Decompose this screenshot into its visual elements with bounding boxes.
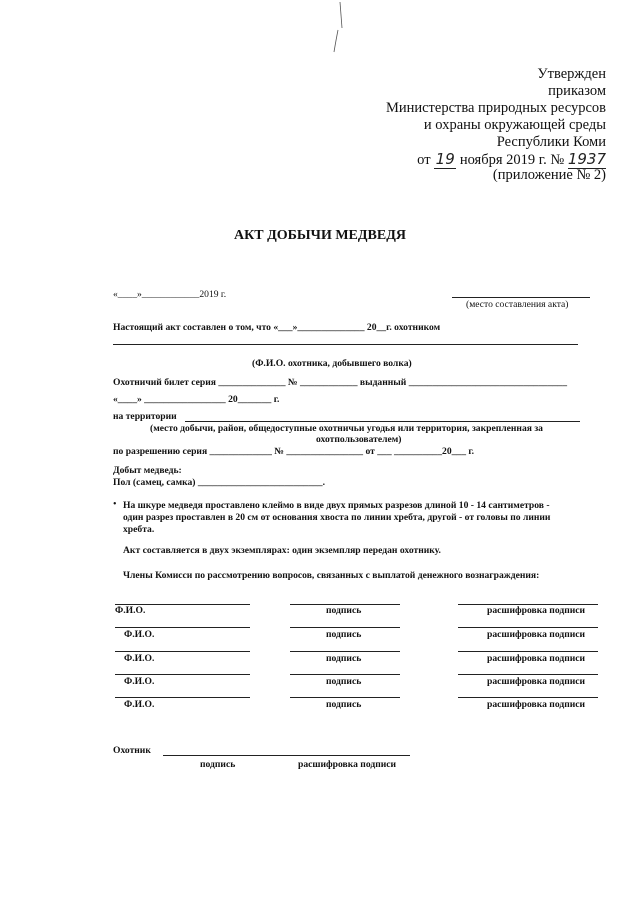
sign-line-3 [290,651,400,652]
approval-line-5: Республики Коми [496,134,606,150]
territory-caption-1: (место добычи, район, общедоступные охотничьи угодья или территория, закрепленная за [150,423,543,434]
fio-line-5 [115,697,250,698]
intro-line: Настоящий акт составлен о том, что «___»______________ 20__г. охотником [113,322,441,333]
territory-label: на территории [113,411,177,422]
stamp-paragraph-line-2: один разрез проставлен в 20 см от основания хвоста по линии хребта, другой - от головы по линии [123,512,551,523]
document-title: АКТ ДОБЫЧИ МЕДВЕДЯ [234,228,406,243]
bullet-mark: • [113,499,117,510]
sign-label-5: подпись [326,699,362,710]
fio-line-2 [115,627,250,628]
approval-line-4: и охраны окружающей среды [423,117,606,133]
sign-label-4: подпись [326,676,362,687]
stamp-paragraph-line-1: На шкуре медведя проставлено клеймо в виде двух прямых разрезов длиной 10 - 14 сантиметров - [123,500,550,511]
hunter-name-caption: (Ф.И.О. охотника, добывшего волка) [252,358,412,369]
commission-paragraph: Члены Комисси по рассмотрению вопросов, связанных с выплатой денежного вознаграждения: [123,570,540,581]
fio-label-2: Ф.И.О. [124,629,155,640]
date-mid: ноября 2019 г. № [459,152,565,168]
fio-label-5: Ф.И.О. [124,699,155,710]
sex-line: Пол (самец, самка) __________________________. [113,477,325,488]
territory-caption-2: охотпользователем) [316,434,402,445]
pen-mark-decoration [328,0,348,60]
killed-label: Добыт медведь: [113,465,182,476]
decode-label-5: расшифровка подписи [487,699,586,710]
sign-line-4 [290,674,400,675]
fio-line-4 [115,674,250,675]
hunter-decode-caption: расшифровка подписи [298,759,397,770]
decode-line-3 [458,651,598,652]
decode-line-2 [458,627,598,628]
fio-label-1: Ф.И.О. [115,605,146,616]
hunter-sign-line [163,755,410,756]
sign-label-3: подпись [326,653,362,664]
ticket-date-line: «____» _________________ 20_______ г. [113,394,280,405]
place-line [452,297,590,298]
approval-line-1: Утвержден [537,66,606,82]
permit-line: по разрешению серия _____________ № ________________ от ___ __________20___ г. [113,446,475,457]
approval-line-2: приказом [548,83,606,99]
decode-label-4: расшифровка подписи [487,676,586,687]
fio-label-4: Ф.И.О. [124,676,155,687]
decode-line-5 [458,697,598,698]
copies-paragraph: Акт составляется в двух экземплярах: один экземпляр передан охотнику. [123,545,441,556]
fio-label-3: Ф.И.О. [124,653,155,664]
hunter-label: Охотник [113,745,151,756]
act-date-line: «____»____________2019 г. [113,289,227,300]
territory-line [185,421,580,422]
ticket-line: Охотничий билет серия ______________ № ____________ выданный _________________________________ [113,377,568,388]
decode-label-1: расшифровка подписи [487,605,586,616]
sign-label-1: подпись [326,605,362,616]
decode-label-3: расшифровка подписи [487,653,586,664]
decode-label-2: расшифровка подписи [487,629,586,640]
fio-line-3 [115,651,250,652]
hunter-sign-caption: подпись [200,759,236,770]
handwritten-day: 19 [435,150,455,168]
approval-line-3: Министерства природных ресурсов [385,100,606,116]
sign-label-2: подпись [326,629,362,640]
place-caption: (место составления акта) [466,299,569,310]
sign-line-5 [290,697,400,698]
hunter-name-line [113,344,578,345]
handwritten-number: 1937 [567,150,606,168]
sign-line-2 [290,627,400,628]
stamp-paragraph-line-3: хребта. [123,524,155,535]
decode-line-4 [458,674,598,675]
date-prefix: от [417,152,431,168]
approval-attachment: (приложение № 2) [492,167,606,183]
